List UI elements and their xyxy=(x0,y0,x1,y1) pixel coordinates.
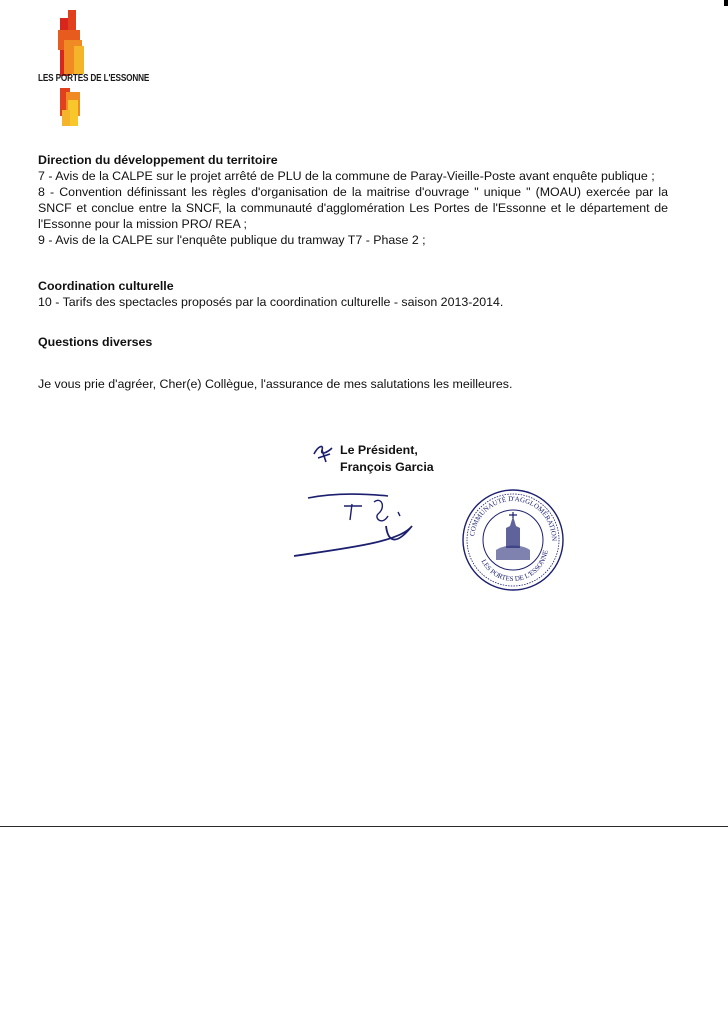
svg-text:COMMUNAUTÉ D'AGGLOMÉRATION: COMMUNAUTÉ D'AGGLOMÉRATION xyxy=(468,494,559,542)
agenda-item-10: 10 - Tarifs des spectacles proposés par la coordination culturelle - saison 2013-2014. xyxy=(38,295,504,309)
official-seal xyxy=(460,488,566,592)
logo-text: LES PORTES DE L'ESSONNE xyxy=(38,73,150,84)
section-title-culture: Coordination culturelle xyxy=(38,279,174,293)
closing-formula: Je vous prie d'agréer, Cher(e) Collègue, l'assurance de mes salutations les meilleures. xyxy=(38,377,513,391)
section-title-territoire: Direction du développement du territoire xyxy=(38,153,278,167)
letter-body xyxy=(38,152,668,392)
agenda-item-7: 7 - Avis de la CALPE sur le projet arrêté de PLU de la commune de Paray-Vieille-Poste avant enquête publique ; xyxy=(38,169,655,183)
scan-corner-mark xyxy=(724,0,728,6)
signature-block xyxy=(340,442,434,476)
agenda-item-9: 9 - Avis de la CALPE sur l'enquête publique du tramway T7 - Phase 2 ; xyxy=(38,233,426,247)
svg-text:LES PORTES DE L'ESSONNE: LES PORTES DE L'ESSONNE xyxy=(479,549,550,584)
section-title-divers: Questions diverses xyxy=(38,335,153,349)
signature-name: François Garcia xyxy=(340,460,434,474)
agenda-item-8: 8 - Convention définissant les règles d'organisation de la maitrise d'ouvrage " unique " (MOAU) exercée par la SNCF et conclue entre la SNCF, la communauté d'agglomération Les Portes de l'Essonne et le département de l'Essonne pour la mission PRO/ REA ; xyxy=(38,185,668,231)
signature-initial-icon xyxy=(310,440,336,464)
bottom-divider xyxy=(0,826,728,827)
logo-graphic xyxy=(38,10,168,128)
handwritten-signature xyxy=(288,486,418,576)
signature-role: Le Président, xyxy=(340,443,418,457)
